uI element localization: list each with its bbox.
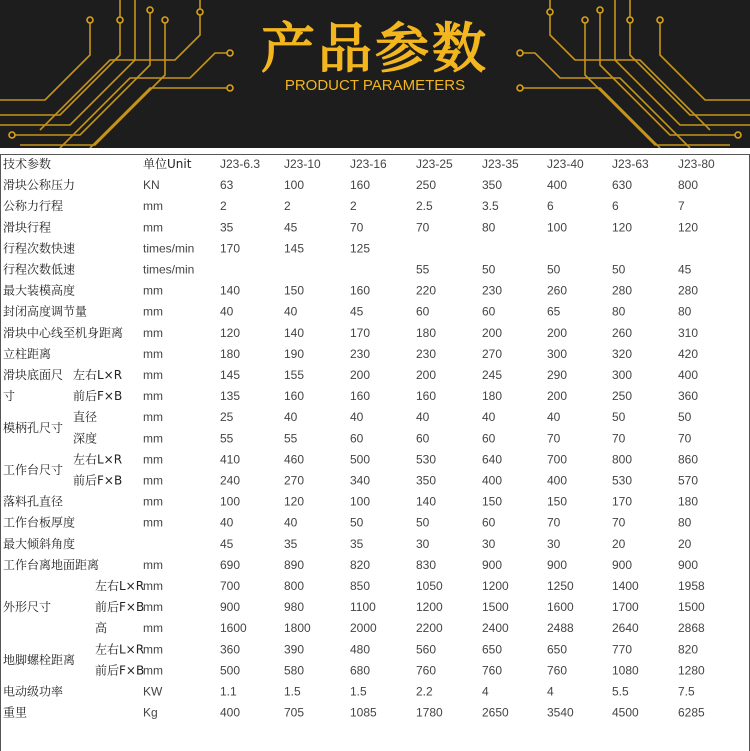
table-cell: 63 <box>220 178 234 193</box>
model-header: J23-63 <box>612 157 649 171</box>
table-cell: 400 <box>678 368 699 382</box>
table-cell: 690 <box>220 557 241 572</box>
table-cell: 6 <box>547 199 554 214</box>
row-unit: mm <box>143 473 163 488</box>
table-cell: 55 <box>220 431 234 446</box>
row-unit: times/min <box>143 241 195 256</box>
row-label: 最大倾斜角度 <box>3 536 76 551</box>
row-label: 滑块行程 <box>3 220 52 235</box>
table-cell: 170 <box>612 494 633 509</box>
table-cell: 170 <box>220 241 241 256</box>
table-cell: 400 <box>482 473 503 488</box>
table-cell: 20 <box>612 536 626 551</box>
table-cell: 1200 <box>416 600 443 615</box>
table-cell: 270 <box>284 473 305 488</box>
model-header: J23-40 <box>547 157 584 171</box>
table-cell: 40 <box>350 410 364 425</box>
row-sublabel: 深度 <box>73 431 98 446</box>
table-cell: 1780 <box>416 705 443 720</box>
table-cell: 230 <box>416 346 437 361</box>
row-label: 公称力行程 <box>3 199 64 214</box>
table-cell: 60 <box>416 431 430 446</box>
table-cell: 460 <box>284 452 305 467</box>
table-cell: 500 <box>220 663 241 678</box>
table-cell: 100 <box>547 220 568 235</box>
table-cell: 1.5 <box>284 684 301 699</box>
row-unit: mm <box>143 431 163 446</box>
table-cell: 70 <box>678 431 692 446</box>
table-cell: 120 <box>612 220 633 235</box>
parameters-table <box>0 154 750 751</box>
table-cell: 230 <box>482 283 503 298</box>
table-cell: 60 <box>350 431 364 446</box>
row-unit: mm <box>143 663 163 678</box>
table-cell: 770 <box>612 642 633 657</box>
table-cell: 400 <box>547 473 568 488</box>
row-label: 模柄孔尺寸 <box>3 420 64 435</box>
table-cell: 200 <box>350 368 371 382</box>
table-cell: 1080 <box>612 663 639 678</box>
table-cell: 70 <box>612 431 626 446</box>
table-cell: 50 <box>678 410 692 425</box>
table-cell: 2640 <box>612 621 639 636</box>
table-cell: 70 <box>547 515 561 530</box>
table-cell: 180 <box>678 494 699 509</box>
table-cell: 50 <box>612 262 626 277</box>
table-cell: 50 <box>350 515 364 530</box>
row-unit: mm <box>143 283 163 298</box>
table-cell: 340 <box>350 473 371 488</box>
table-cell: 100 <box>284 178 305 193</box>
table-cell: 100 <box>350 494 371 509</box>
row-unit: mm <box>143 557 163 572</box>
table-cell: 650 <box>547 642 568 657</box>
table-cell: 1100 <box>350 600 376 615</box>
model-header: J23-16 <box>350 157 387 171</box>
table-cell: 120 <box>678 220 699 235</box>
table-cell: 240 <box>220 473 241 488</box>
table-cell: 160 <box>284 389 305 404</box>
table-cell: 250 <box>612 389 633 404</box>
table-cell: 145 <box>220 368 241 382</box>
table-cell: 180 <box>416 325 437 340</box>
table-cell: 160 <box>350 389 371 404</box>
row-label: 行程次数快速 <box>3 241 76 256</box>
row-unit: mm <box>143 642 163 657</box>
row-label: 寸 <box>3 389 16 404</box>
table-cell: 150 <box>284 283 305 298</box>
table-cell: 45 <box>284 220 298 235</box>
table-cell: 50 <box>482 262 496 277</box>
table-cell: 420 <box>678 346 699 361</box>
row-unit: mm <box>143 346 163 361</box>
table-cell: 35 <box>284 536 298 551</box>
table-cell: 60 <box>482 304 496 319</box>
table-cell: 900 <box>482 557 503 572</box>
table-cell: 55 <box>284 431 298 446</box>
table-cell: 70 <box>350 220 364 235</box>
row-sublabel: 左右L×R <box>73 452 123 467</box>
row-unit: mm <box>143 389 163 404</box>
table-cell: 360 <box>220 642 241 657</box>
table-cell: 830 <box>416 557 437 572</box>
table-cell: 60 <box>482 431 496 446</box>
table-cell: 5.5 <box>612 684 629 699</box>
row-unit: mm <box>143 368 163 382</box>
table-cell: 390 <box>284 642 305 657</box>
row-label: 外形尺寸 <box>3 600 52 615</box>
table-cell: 140 <box>220 283 241 298</box>
table-cell: 760 <box>547 663 568 678</box>
table-cell: 650 <box>482 642 503 657</box>
table-cell: 50 <box>416 515 430 530</box>
table-cell: 705 <box>284 705 305 720</box>
table-cell: 40 <box>416 410 430 425</box>
table-cell: 100 <box>220 494 241 509</box>
row-label: 工作台离地面距离 <box>3 557 100 572</box>
table-cell: 55 <box>416 262 430 277</box>
table-cell: 200 <box>416 368 437 382</box>
row-unit: mm <box>143 515 163 530</box>
table-cell: 200 <box>547 389 568 404</box>
table-cell: 40 <box>220 304 234 319</box>
header-label: 技术参数 <box>3 157 52 171</box>
table-cell: 400 <box>220 705 241 720</box>
row-unit: mm <box>143 304 163 319</box>
table-cell: 900 <box>678 557 699 572</box>
row-unit: times/min <box>143 262 195 277</box>
unit-header: 单位Unit <box>143 157 192 171</box>
table-cell: 40 <box>284 304 298 319</box>
table-cell: 30 <box>547 536 561 551</box>
table-cell: 70 <box>547 431 561 446</box>
table-cell: 150 <box>547 494 568 509</box>
row-label: 工作台板厚度 <box>3 515 76 530</box>
table-cell: 260 <box>612 325 633 340</box>
row-sublabel: 前后F×B <box>95 600 145 615</box>
table-cell: 200 <box>547 325 568 340</box>
model-header: J23-35 <box>482 157 519 171</box>
table-cell: 145 <box>284 241 305 256</box>
row-unit: mm <box>143 199 163 214</box>
table-cell: 1600 <box>220 621 247 636</box>
table-cell: 2868 <box>678 621 705 636</box>
table-cell: 820 <box>350 557 371 572</box>
table-cell: 80 <box>678 304 692 319</box>
table-cell: 40 <box>482 410 496 425</box>
row-unit: mm <box>143 220 163 235</box>
table-cell: 530 <box>416 452 437 467</box>
table-cell: 800 <box>678 178 699 193</box>
table-cell: 900 <box>612 557 633 572</box>
table-cell: 6 <box>612 199 619 214</box>
table-cell: 220 <box>416 283 437 298</box>
row-label: 立柱距离 <box>3 346 52 361</box>
table-cell: 200 <box>482 325 503 340</box>
row-unit: mm <box>143 494 163 509</box>
table-cell: 680 <box>350 663 371 678</box>
table-cell: 150 <box>482 494 503 509</box>
table-cell: 2.5 <box>416 199 433 214</box>
table-cell: 760 <box>482 663 503 678</box>
table-cell: 2 <box>284 199 291 214</box>
table-cell: 1700 <box>612 600 639 615</box>
table-cell: 320 <box>612 346 633 361</box>
table-cell: 40 <box>547 410 561 425</box>
table-cell: 45 <box>220 536 234 551</box>
table-cell: 1600 <box>547 600 574 615</box>
row-sublabel: 左右L×R <box>95 642 145 657</box>
table-cell: 530 <box>612 473 633 488</box>
table-cell: 160 <box>416 389 437 404</box>
table-cell: 360 <box>678 389 699 404</box>
table-cell: 40 <box>284 410 298 425</box>
table-cell: 1400 <box>612 579 639 593</box>
row-unit: KW <box>143 684 163 699</box>
table-cell: 630 <box>612 178 633 193</box>
table-cell: 3540 <box>547 705 574 720</box>
table-cell: 400 <box>547 178 568 193</box>
table-cell: 1958 <box>678 579 705 593</box>
table-cell: 45 <box>350 304 364 319</box>
page-title: 产品参数 <box>261 17 489 80</box>
table-cell: 280 <box>612 283 633 298</box>
row-unit: mm <box>143 410 163 425</box>
table-cell: 80 <box>482 220 496 235</box>
table-cell: 2000 <box>350 621 377 636</box>
row-unit: Kg <box>143 705 158 720</box>
table-cell: 4500 <box>612 705 639 720</box>
table-cell: 160 <box>350 283 371 298</box>
table-cell: 30 <box>416 536 430 551</box>
table-cell: 160 <box>350 178 371 193</box>
header-banner <box>0 0 750 148</box>
table-cell: 70 <box>612 515 626 530</box>
table-cell: 1085 <box>350 705 377 720</box>
table-cell: 120 <box>284 494 305 509</box>
table-cell: 820 <box>678 642 699 657</box>
table-cell: 860 <box>678 452 699 467</box>
table-cell: 350 <box>482 178 503 193</box>
table-cell: 140 <box>416 494 437 509</box>
table-cell: 2488 <box>547 621 574 636</box>
table-cell: 2 <box>220 199 227 214</box>
table-cell: 760 <box>416 663 437 678</box>
table-cell: 190 <box>284 346 305 361</box>
table-cell: 2200 <box>416 621 443 636</box>
row-label: 重里 <box>3 705 28 720</box>
row-label: 滑块底面尺 <box>3 368 64 382</box>
table-cell: 580 <box>284 663 305 678</box>
table-cell: 560 <box>416 642 437 657</box>
table-cell: 1.5 <box>350 684 367 699</box>
table-cell: 45 <box>678 262 692 277</box>
table-cell: 70 <box>416 220 430 235</box>
table-cell: 50 <box>547 262 561 277</box>
table-cell: 125 <box>350 241 371 256</box>
row-label: 落料孔直径 <box>3 494 64 509</box>
row-label: 最大装模高度 <box>3 283 76 298</box>
row-label: 电动级功率 <box>3 684 64 699</box>
table-cell: 40 <box>220 515 234 530</box>
table-cell: 2650 <box>482 705 509 720</box>
row-unit: mm <box>143 452 163 467</box>
table-cell: 570 <box>678 473 699 488</box>
row-sublabel: 左右L×R <box>95 579 145 593</box>
table-cell: 120 <box>220 325 241 340</box>
table-cell: 280 <box>678 283 699 298</box>
row-unit: KN <box>143 178 160 193</box>
table-cell: 65 <box>547 304 561 319</box>
table-cell: 155 <box>284 368 305 382</box>
table-cell: 1.1 <box>220 684 237 699</box>
table-cell: 3.5 <box>482 199 499 214</box>
table-cell: 1800 <box>284 621 311 636</box>
table-cell: 6285 <box>678 705 705 720</box>
row-unit: mm <box>143 579 163 593</box>
table-cell: 850 <box>350 579 371 593</box>
table-cell: 800 <box>284 579 305 593</box>
table-cell: 60 <box>416 304 430 319</box>
table-cell: 140 <box>284 325 305 340</box>
table-cell: 250 <box>416 178 437 193</box>
model-header: J23-6.3 <box>220 157 261 171</box>
table-cell: 230 <box>350 346 371 361</box>
table-cell: 700 <box>547 452 568 467</box>
model-header: J23-80 <box>678 157 715 171</box>
table-cell: 1280 <box>678 663 705 678</box>
table-cell: 890 <box>284 557 305 572</box>
row-sublabel: 高 <box>95 621 108 636</box>
table-cell: 270 <box>482 346 503 361</box>
row-unit: mm <box>143 621 163 636</box>
table-cell: 800 <box>612 452 633 467</box>
table-cell: 180 <box>220 346 241 361</box>
row-label: 滑块公称压力 <box>3 178 76 193</box>
table-cell: 25 <box>220 410 234 425</box>
table-cell: 35 <box>220 220 234 235</box>
table-cell: 4 <box>482 684 489 699</box>
table-cell: 80 <box>612 304 626 319</box>
row-sublabel: 直径 <box>73 410 98 425</box>
table-cell: 310 <box>678 325 699 340</box>
table-cell: 7 <box>678 199 685 214</box>
table-cell: 2 <box>350 199 357 214</box>
table-cell: 260 <box>547 283 568 298</box>
row-sublabel: 前后F×B <box>95 663 145 678</box>
table-cell: 700 <box>220 579 241 593</box>
table-cell: 1500 <box>678 600 705 615</box>
row-sublabel: 前后F×B <box>73 473 123 488</box>
table-cell: 2.2 <box>416 684 433 699</box>
row-label: 滑块中心线至机身距离 <box>3 325 124 340</box>
table-cell: 500 <box>350 452 371 467</box>
table-cell: 170 <box>350 325 371 340</box>
table-cell: 410 <box>220 452 241 467</box>
table-cell: 1250 <box>547 579 574 593</box>
table-cell: 245 <box>482 368 503 382</box>
table-cell: 80 <box>678 515 692 530</box>
table-cell: 350 <box>416 473 437 488</box>
table-cell: 180 <box>482 389 503 404</box>
parameters-table-grid <box>1 155 749 751</box>
row-sublabel: 左右L×R <box>73 368 123 382</box>
table-cell: 900 <box>547 557 568 572</box>
table-cell: 60 <box>482 515 496 530</box>
row-label: 工作台尺寸 <box>3 462 64 477</box>
table-cell: 480 <box>350 642 371 657</box>
table-cell: 900 <box>220 600 241 615</box>
table-cell: 30 <box>482 536 496 551</box>
table-cell: 980 <box>284 600 305 615</box>
model-header: J23-10 <box>284 157 321 171</box>
row-label: 地脚螺栓距离 <box>3 652 76 667</box>
row-sublabel: 前后F×B <box>73 389 123 404</box>
row-unit: mm <box>143 325 163 340</box>
table-cell: 50 <box>612 410 626 425</box>
table-cell: 35 <box>350 536 364 551</box>
table-cell: 640 <box>482 452 503 467</box>
table-cell: 2400 <box>482 621 509 636</box>
table-cell: 300 <box>547 346 568 361</box>
table-cell: 7.5 <box>678 684 695 699</box>
table-cell: 40 <box>284 515 298 530</box>
row-label: 行程次数低速 <box>3 262 76 277</box>
table-cell: 1200 <box>482 579 509 593</box>
table-cell: 1050 <box>416 579 443 593</box>
row-label: 封闭高度调节量 <box>3 304 88 319</box>
table-cell: 4 <box>547 684 554 699</box>
table-cell: 135 <box>220 389 241 404</box>
table-cell: 20 <box>678 536 692 551</box>
model-header: J23-25 <box>416 157 453 171</box>
table-cell: 300 <box>612 368 633 382</box>
table-cell: 1500 <box>482 600 509 615</box>
table-cell: 290 <box>547 368 568 382</box>
row-unit: mm <box>143 600 163 615</box>
page-subtitle: PRODUCT PARAMETERS <box>284 77 466 94</box>
